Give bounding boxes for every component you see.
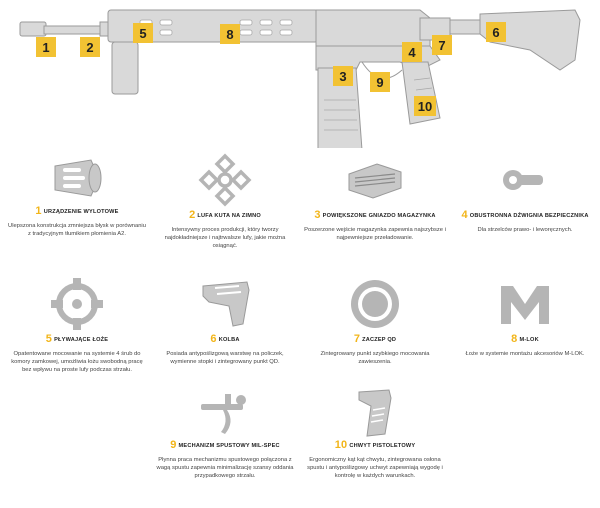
callout-5: 5: [133, 23, 153, 43]
feature-8-title-text: M-LOK: [519, 337, 539, 343]
feature-5-number: 5: [45, 333, 53, 345]
muzzle-device-icon: [47, 152, 107, 204]
feature-4-title: [450, 209, 600, 221]
feature-3-number: 3: [314, 209, 321, 221]
feature-10-desc: Ergonomiczny kąt kąt chwytu, zintegrowana osłona spustu i antypoślizgowy uchwyt zapewniają wygodę i kontrolę w każdych warunkach.: [307, 457, 443, 480]
feature-2-desc: Intensywny proces produkcji, który tworzy najdokładniejsze i najtrwalsze lufy, jakie można osiągnąć.: [164, 227, 286, 250]
feature-9: [150, 386, 300, 481]
feature-5-title-text: PŁYWAJĄCE ŁOŻE: [54, 337, 109, 343]
feature-7-desc: Zintegrowany punkt szybkiego mocowania zawieszenia.: [320, 351, 430, 366]
feature-1-title: [2, 205, 152, 217]
safety-selector-icon: [495, 152, 555, 208]
feature-4: [450, 152, 600, 234]
feature-2-title: [150, 209, 300, 221]
feature-1-title-text: URZĄDZENIE WYLOTOWE: [43, 209, 119, 215]
feature-3: [300, 152, 450, 242]
feature-4-number: 4: [461, 209, 468, 221]
feature-9-desc: Płynna praca mechanizmu spustowego połączona z wagą spustu zapewnia minimalizację szansy oddania przypadkowego strzału.: [156, 457, 294, 480]
callout-4: 4: [402, 42, 422, 62]
feature-7-title-text: ZACZEP QD: [362, 337, 397, 343]
feature-6-number: 6: [210, 333, 217, 345]
feature-8: [450, 276, 600, 358]
feature-3-title-text: POWIĘKSZONE GNIAZDO MAGAZYNKA: [322, 213, 436, 219]
feature-6-desc: Posiada antypoślizgową warstwę na policzek, wymienne stopki i zintegrowany punkt QD.: [166, 351, 284, 366]
feature-3-title: [300, 209, 450, 221]
feature-6-title-text: KOLBA: [218, 337, 240, 343]
feature-7-title: [300, 333, 450, 345]
feature-5: [2, 276, 152, 375]
feature-1: [2, 152, 152, 238]
callout-10: 10: [414, 96, 436, 116]
feature-10-title: [300, 439, 450, 451]
feature-5-title: [2, 333, 152, 345]
feature-9-number: 9: [170, 439, 177, 451]
feature-10: [300, 386, 450, 481]
feature-2-title-text: LUFA KUTA NA ZIMNO: [197, 213, 261, 219]
feature-7-number: 7: [353, 333, 361, 345]
feature-1-number: 1: [35, 205, 42, 217]
stock-icon: [195, 276, 255, 332]
feature-9-title-text: MECHANIZM SPUSTOWY MIL-SPEC: [178, 443, 280, 449]
qd-mount-icon: [345, 276, 405, 332]
feature-5-desc: Opatentowane mocowanie na systemie 4 śrub do komory zamkowej, umożliwia łożu swobodną pracę bez wpływu na proste lufy podczas strzału.: [11, 351, 143, 374]
callout-8: 8: [220, 24, 240, 44]
feature-10-number: 10: [334, 439, 348, 451]
feature-2: [150, 152, 300, 251]
rail-icon: [47, 276, 107, 332]
pistol-grip-icon: [345, 386, 405, 438]
feature-7: [300, 276, 450, 366]
feature-6-title: [150, 333, 300, 345]
callout-1: 1: [36, 37, 56, 57]
feature-3-desc: Poszerzone wejście magazynka zapewnia najszybsze i najpewniejsze przeładowanie.: [304, 227, 446, 242]
feature-8-desc: Łoże w systemie montażu akcesoriów M-LOK.: [465, 351, 585, 357]
callout-6: 6: [486, 22, 506, 42]
rifle-illustration: [0, 0, 600, 148]
magwell-icon: [343, 152, 407, 208]
barrel-icon: [195, 152, 255, 208]
feature-8-title: [450, 333, 600, 345]
feature-6: [150, 276, 300, 366]
trigger-icon: [195, 386, 255, 438]
feature-9-title: [150, 439, 300, 451]
rifle-diagram: [0, 0, 600, 148]
callout-2: 2: [80, 37, 100, 57]
callout-9: 9: [370, 72, 390, 92]
mlok-icon: [495, 276, 555, 332]
feature-8-number: 8: [511, 333, 518, 345]
feature-4-title-text: OBUSTRONNA DŹWIGNIA BEZPIECZNIKA: [469, 213, 589, 219]
callout-3: 3: [333, 66, 353, 86]
feature-2-number: 2: [189, 209, 196, 221]
callout-7: 7: [432, 35, 452, 55]
feature-4-desc: Dla strzelców prawo- i leworęcznych.: [477, 227, 573, 233]
feature-1-desc: Ulepszona konstrukcja zmniejsza błysk w porównaniu z tradycyjnym tłumikiem płomienia A2.: [8, 223, 146, 238]
feature-10-title-text: CHWYT PISTOLETOWY: [349, 443, 416, 449]
